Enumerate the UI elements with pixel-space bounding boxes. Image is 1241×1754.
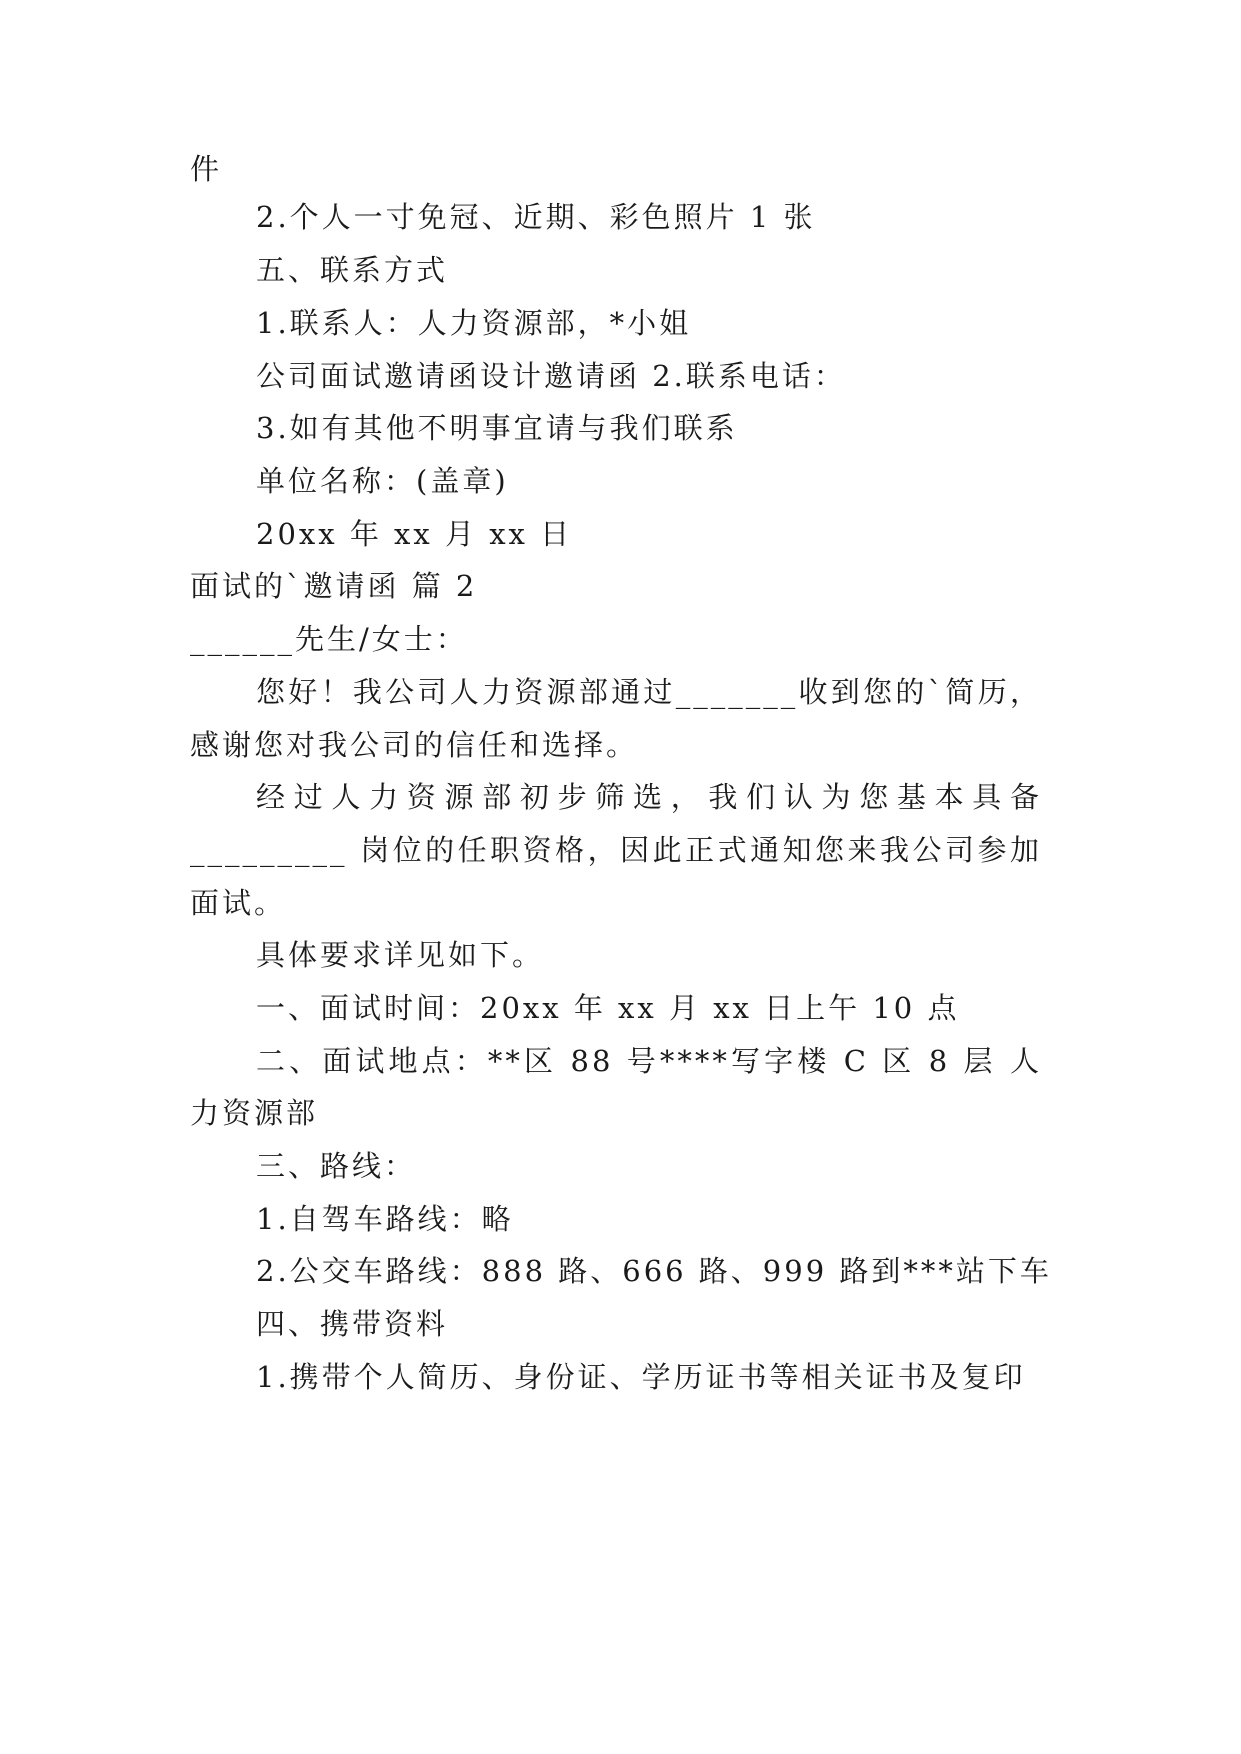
date-line: 20xx 年 xx 月 xx 日 — [256, 517, 573, 551]
paragraph-line: 经过人力资源部初步筛选，我们认为您基本具备 — [256, 780, 1042, 814]
interview-location: 二、面试地点：**区 88 号****写字楼 C 区 8 层 人 — [256, 1044, 1042, 1078]
list-item: 1.自驾车路线：略 — [256, 1202, 514, 1236]
salutation: ______先生/女士： — [190, 622, 468, 656]
section-title: 面试的`邀请函 篇 2 — [190, 569, 478, 603]
list-item: 3.如有其他不明事宜请与我们联系 — [256, 411, 738, 445]
list-item: 1.携带个人简历、身份证、学历证书等相关证书及复印 — [256, 1360, 1026, 1394]
text-line: 公司面试邀请函设计邀请函 2.联系电话： — [256, 359, 846, 393]
text-line: 件 — [190, 152, 223, 186]
list-item: 2.公交车路线：888 路、666 路、999 路到***站下车 — [256, 1254, 1052, 1288]
section-heading: 三、路线： — [256, 1149, 417, 1183]
signature-unit: 单位名称：(盖章) — [256, 464, 509, 498]
interview-time: 一、面试时间：20xx 年 xx 月 xx 日上午 10 点 — [256, 991, 960, 1025]
section-heading: 五、联系方式 — [256, 253, 449, 287]
paragraph-line: 具体要求详见如下。 — [256, 938, 545, 972]
paragraph-line: 感谢您对我公司的信任和选择。 — [190, 728, 639, 762]
paragraph-line: 面试。 — [190, 886, 287, 920]
paragraph-line: 您好！我公司人力资源部通过_______收到您的`简历， — [256, 675, 1042, 709]
interview-location-cont: 力资源部 — [190, 1096, 319, 1130]
paragraph-line: _________ 岗位的任职资格，因此正式通知您来我公司参加 — [190, 833, 1042, 867]
section-heading: 四、携带资料 — [256, 1307, 449, 1341]
list-item: 1.联系人：人力资源部，*小姐 — [256, 306, 692, 340]
list-item: 2.个人一寸免冠、近期、彩色照片 1 张 — [256, 200, 816, 234]
